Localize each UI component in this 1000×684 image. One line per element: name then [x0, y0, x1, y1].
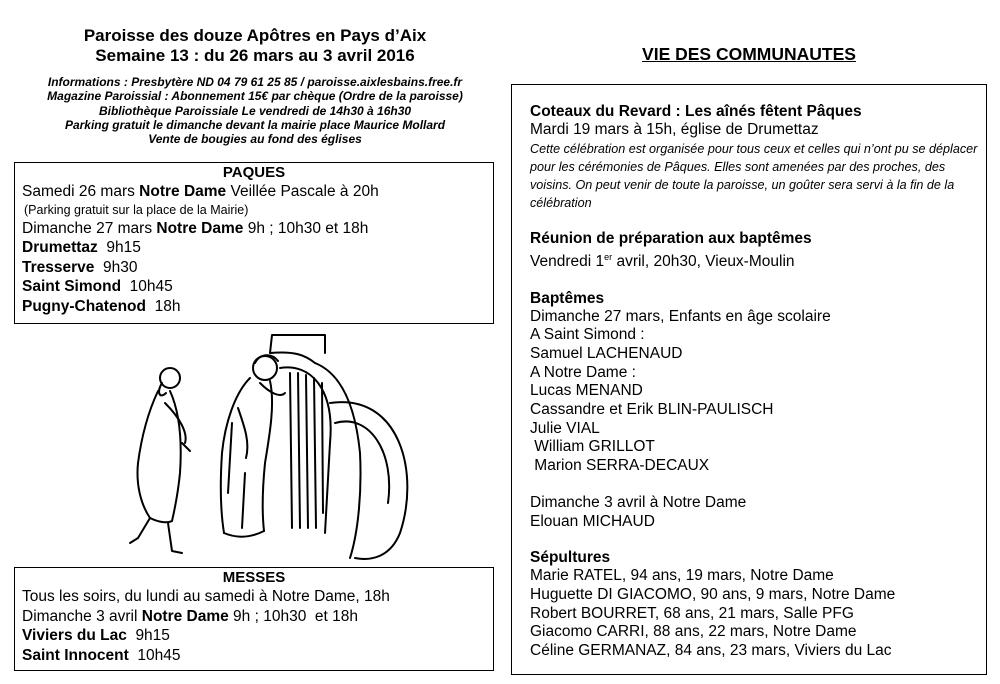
place-time: 18h	[146, 297, 181, 315]
bapteme-line: Lucas MENAND	[530, 382, 643, 400]
reunion-date	[530, 248, 986, 272]
baptemes-section	[512, 289, 986, 532]
mass-place	[15, 277, 493, 297]
info-line: Bibliothèque Paroissiale Le vendredi de 14h30 à 16h30	[98, 103, 412, 118]
messes-line: Tous les soirs, du lundi au samedi à Notre Dame, 18h	[22, 588, 390, 605]
place-name: Drumettaz	[22, 239, 98, 256]
info-block	[0, 75, 510, 146]
place-time: 9h15	[126, 627, 170, 644]
info-line: Informations : Presbytère ND 04 79 61 25 85 / paroisse.aixlesbains.free.fr	[47, 75, 463, 89]
text: Veillée Pascale à 20h	[226, 183, 379, 200]
place-time: 10h45	[121, 278, 173, 295]
bapteme-line: Julie VIAL	[530, 419, 600, 437]
text: 9h ; 10h30 et 18h	[228, 607, 359, 625]
place-name: Saint Simond	[22, 278, 122, 295]
text: avril, 20h30, Vieux-Moulin	[612, 252, 795, 270]
place-time: 9h30	[94, 258, 138, 276]
place-name: Pugny-Chatenod	[22, 297, 146, 315]
paques-box	[14, 162, 494, 324]
empty-tomb-illustration	[120, 333, 420, 563]
place-name: Viviers du Lac	[22, 627, 127, 644]
coteaux-date: Mardi 19 mars à 15h, église de Drumettaz	[530, 121, 819, 138]
baptemes-title: Baptêmes	[530, 289, 605, 307]
sepulture-line: Huguette DI GIACOMO, 90 ans, 9 mars, Notre Dame	[530, 586, 896, 603]
sepultures-section	[512, 548, 986, 661]
bapteme-line: Cassandre et Erik BLIN-PAULISCH	[530, 401, 774, 419]
church-name: Notre Dame	[156, 219, 244, 237]
coteaux-section	[512, 102, 986, 212]
info-line: Parking gratuit le dimanche devant la mairie place Maurice Mollard	[64, 117, 446, 132]
info-line: Magazine Paroissial : Abonnement 15€ par chèque (Ordre de la paroisse)	[47, 89, 463, 104]
place-name: Saint Innocent	[22, 646, 129, 664]
spacer	[512, 212, 986, 229]
place-time: 9h15	[97, 239, 141, 256]
mass-place	[15, 238, 493, 258]
text: 9h ; 10h30 et 18h	[243, 219, 369, 237]
sepulture-line: Marie RATEL, 94 ans, 19 mars, Notre Dame	[530, 567, 834, 585]
parking-note: (Parking gratuit sur la place de la Mairie)	[24, 202, 249, 217]
ordinal: er	[604, 251, 613, 262]
spacer	[530, 476, 986, 494]
messes-line	[15, 607, 493, 627]
parish-title: Paroisse des douze Apôtres en Pays d’Aix	[83, 26, 427, 45]
bapteme-line: A Notre Dame :	[530, 363, 636, 381]
spacer	[512, 272, 986, 289]
sepulture-line: Robert BOURRET, 68 ans, 21 mars, Salle PFG	[530, 604, 854, 622]
parish-header	[0, 26, 510, 66]
paques-line	[15, 182, 493, 202]
text: Dimanche 3 avril	[22, 607, 142, 625]
week-title: Semaine 13 : du 26 mars au 3 avril 2016	[95, 46, 415, 65]
mass-place	[15, 626, 493, 646]
coteaux-title: Coteaux du Revard : Les aînés fêtent Pâques	[530, 103, 862, 120]
bapteme-line: Marion SERRA-DECAUX	[530, 457, 710, 475]
place-name: Tresserve	[22, 258, 95, 276]
info-line: Vente de bougies au fond des églises	[148, 132, 362, 147]
sepulture-line: Giacomo CARRI, 88 ans, 22 mars, Notre Dame	[530, 623, 857, 641]
bapteme-line: William GRILLOT	[530, 438, 655, 456]
reunion-section	[512, 229, 986, 272]
messes-title: MESSES	[222, 569, 286, 586]
text: Dimanche 27 mars	[22, 219, 157, 237]
messes-box	[14, 567, 494, 671]
bapteme-line: A Saint Simond :	[530, 326, 645, 344]
church-name: Notre Dame	[139, 183, 227, 200]
vie-box	[511, 84, 987, 675]
paques-title: PAQUES	[222, 164, 286, 181]
mass-place	[15, 258, 493, 278]
mass-place	[15, 297, 493, 317]
coteaux-desc: Cette célébration est organisée pour tous ceux et celles qui n’ont pu se déplacer pour les cérémonies de Pâques. Elles sont amenées par des proches, des voisins. On peut venir de toute la paroisse, un goûter sera servi à la fin de la célébration	[530, 141, 978, 210]
bapteme-line: Elouan MICHAUD	[530, 512, 655, 530]
mass-place	[15, 646, 493, 666]
bapteme-line: Dimanche 27 mars, Enfants en âge scolaire	[530, 307, 831, 325]
place-time: 10h45	[128, 646, 181, 664]
text: Samedi 26 mars	[22, 183, 140, 200]
paques-line	[15, 219, 493, 239]
text: Vendredi 1	[530, 252, 605, 270]
church-name: Notre Dame	[141, 607, 229, 625]
sepulture-line: Céline GERMANAZ, 84 ans, 23 mars, Viviers du Lac	[530, 642, 892, 660]
reunion-title: Réunion de préparation aux baptêmes	[530, 229, 812, 247]
vie-title: VIE DES COMMUNAUTES	[642, 44, 856, 64]
bapteme-line: Dimanche 3 avril à Notre Dame	[530, 493, 747, 511]
spacer	[512, 531, 986, 548]
bapteme-line: Samuel LACHENAUD	[530, 344, 683, 362]
sepultures-title: Sépultures	[530, 549, 611, 567]
